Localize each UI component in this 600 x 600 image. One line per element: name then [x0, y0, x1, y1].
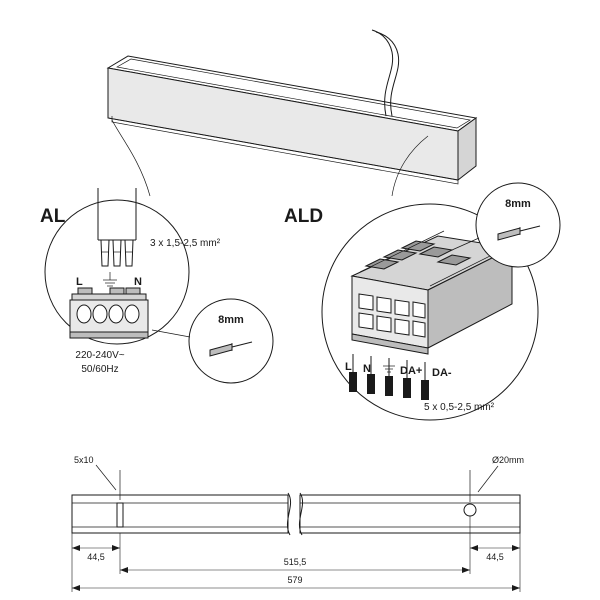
- al-frequency: 50/60Hz: [81, 364, 119, 375]
- hole-label: Ø20mm: [492, 455, 525, 465]
- slot-label: 5x10: [74, 455, 94, 465]
- left-offset-label: 44,5: [87, 552, 105, 562]
- ald-cable-spec: 5 x 0,5-2,5 mm²: [424, 402, 495, 413]
- al-label: AL: [40, 206, 66, 227]
- al-cable-spec: 3 x 1,5-2,5 mm²: [150, 238, 221, 249]
- al-terminal-N: N: [134, 276, 142, 288]
- callout-ald: [284, 136, 538, 420]
- ald-terminal-L: L: [345, 361, 352, 373]
- dimension-view: [72, 455, 524, 592]
- total-length-label: 579: [287, 575, 303, 585]
- ald-terminal-N: N: [363, 363, 371, 375]
- inner-length-label: 515,5: [283, 557, 307, 567]
- ald-label: ALD: [284, 206, 324, 227]
- al-voltage: 220-240V~: [75, 350, 125, 361]
- al-terminal-L: L: [76, 276, 83, 288]
- al-strip-length: 8mm: [218, 314, 244, 326]
- ald-strip-length: 8mm: [505, 198, 531, 210]
- ald-terminal-DA-plus: DA+: [400, 365, 423, 377]
- ald-terminal-DA-minus: DA-: [432, 367, 452, 379]
- luminaire-3d-view: [108, 30, 476, 184]
- right-offset-label: 44,5: [486, 552, 504, 562]
